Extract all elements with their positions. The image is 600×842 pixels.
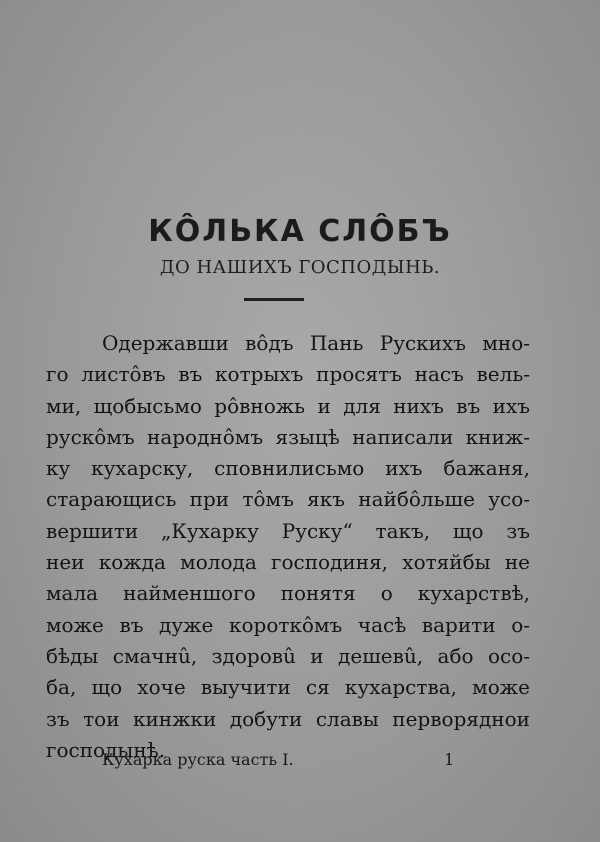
text-line: може въ дуже короткôмъ часѣ варити о- [46,612,530,637]
running-footer-title: Кухарка руска часть I. [102,750,294,769]
text-line: ку кухарску, сповнилисьмо ихъ бажаня, [46,456,530,481]
text-line: мала найменшого понятя о кухарствѣ, [46,581,530,606]
text-line: старающись при тôмъ якъ найбôльше усо- [46,487,530,512]
text-line: неи кожда молода господиня, хотяйбы не [46,550,530,575]
text-line: го листôвъ въ котрыхъ просятъ насъ вель- [46,362,530,387]
body-paragraph [46,328,530,766]
text-line: Одержавши вôдъ Пань Рускихъ мно- [102,331,530,355]
text-line: зъ тои кинжки добути славы перворяднои [46,706,530,731]
text-line: бѣды смачнû, здоровû и дешевû, або осо- [46,643,530,668]
page-number: 1 [444,750,455,769]
page-subheading: ДО НАШИХЪ ГОСПОДЫНЬ. [159,257,441,278]
divider-rule [244,298,304,301]
page-heading: КÔЛЬКА СЛÔБЪ [148,214,452,249]
text-line: господынѣ. [46,737,166,762]
text-line: рускôмъ народнôмъ языцѣ написали книж- [46,424,530,449]
text-line: ба, що хоче выучити ся кухарства, може [46,675,530,700]
text-line: вершити „Кухарку Руску“ такъ, що зъ [46,518,530,543]
text-line: ми, щобысьмо рôвножь и для нихъ въ ихъ [46,393,530,418]
